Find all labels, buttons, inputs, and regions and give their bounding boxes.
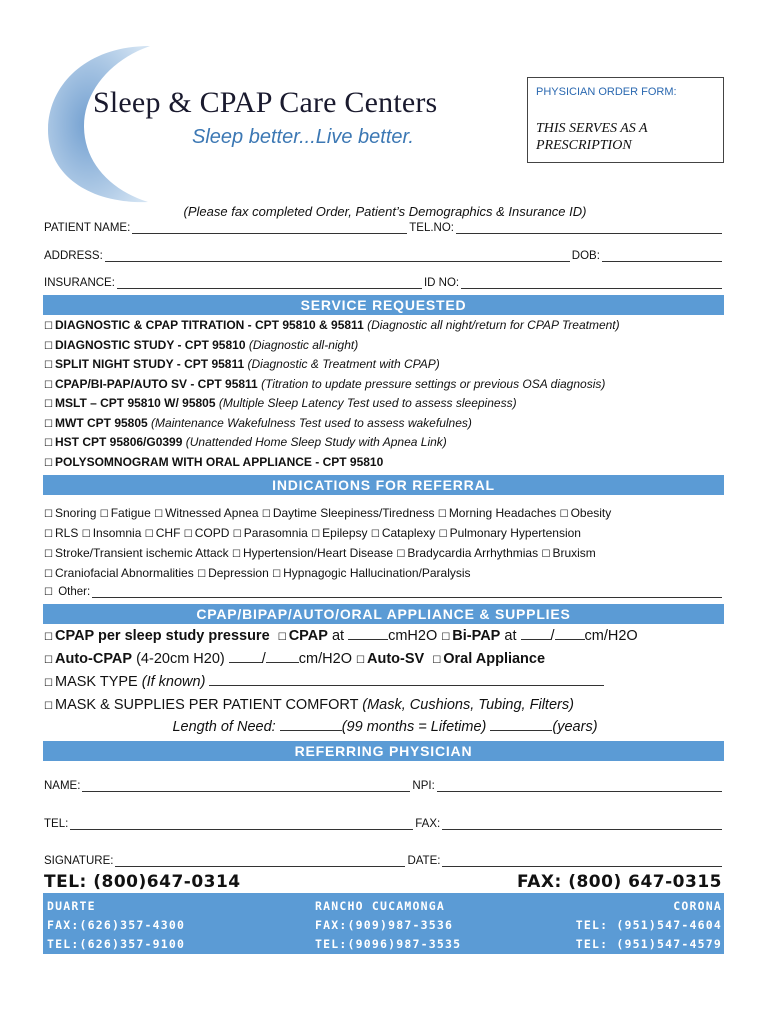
cpap-row: ☐ CPAP per sleep study pressure ☐ CPAP at cmH2O ☐ Bi-PAP at / cm/H2O [44,628,638,644]
checkbox-icon[interactable]: ☐ [272,569,282,580]
checkbox-icon[interactable]: ☐ [183,529,193,540]
indication-item[interactable]: ☐ Daytime Sleepiness/Tiredness [261,506,435,520]
order-form-title: PHYSICIAN ORDER FORM: [536,86,677,98]
checkbox-icon[interactable]: ☐ [44,569,53,580]
checkbox-icon[interactable]: ☐ [44,509,53,520]
checkbox-icon[interactable]: ☐ [396,549,406,560]
main-tel: TEL: (800)647-0314 [44,872,241,892]
checkbox-icon[interactable]: ☐ [559,509,569,520]
checkbox-icon[interactable]: ☐ [44,321,53,332]
indication-item[interactable]: ☐ CHF [144,526,181,540]
indication-item[interactable]: ☐ Stroke/Transient ischemic Attack [44,546,229,560]
checkbox-icon[interactable]: ☐ [144,529,154,540]
indication-item[interactable]: ☐ Fatigue [99,506,151,520]
checkbox-icon[interactable]: ☐ [231,549,241,560]
checkbox-icon[interactable]: ☐ [197,569,207,580]
checkbox-icon[interactable]: ☐ [44,418,53,430]
dob-field[interactable] [602,252,722,262]
physician-tel-label: TEL: [44,818,69,830]
mask-type-row: ☐ MASK TYPE (If known) [44,674,604,690]
signature-row [44,855,724,867]
insurance-label: INSURANCE: [44,277,115,289]
indication-item[interactable]: ☐ Cataplexy [370,526,436,540]
checkbox-icon[interactable]: ☐ [44,360,53,371]
indication-item[interactable]: ☐ Craniofacial Abnormalities [44,566,194,580]
checkbox-icon[interactable]: ☐ [44,340,53,352]
indication-item[interactable]: ☐ COPD [183,526,230,540]
indication-item[interactable]: ☐ Snoring [44,506,97,520]
date-label: DATE: [407,855,441,867]
checkbox-icon[interactable]: ☐ [44,529,53,540]
office-corona: CORONA TEL: (951)547-4604 TEL: (951)547-4579 [575,899,722,951]
checkbox-icon[interactable]: ☐ [277,632,287,643]
main-fax: FAX: (800) 647-0315 [517,872,722,892]
checkbox-icon[interactable]: ☐ [154,509,164,520]
checkbox-icon[interactable]: ☐ [232,529,242,540]
checkbox-icon[interactable]: ☐ [44,438,53,449]
indication-item[interactable]: ☐ Depression [197,566,269,580]
checkbox-icon[interactable]: ☐ [81,529,91,540]
indication-item[interactable]: ☐ Insomnia [81,526,142,540]
patient-name-field[interactable] [132,224,407,234]
physician-tel-row [44,818,724,830]
checkbox-icon[interactable]: ☐ [44,379,53,391]
id-field[interactable] [461,279,722,289]
npi-field[interactable] [437,782,722,792]
patient-tel-field[interactable] [456,224,722,234]
brand-name: Sleep & CPAP Care Centers [93,86,438,119]
prescription-note: THIS SERVES AS A PRESCRIPTION [536,121,648,153]
service-item: ☐ MSLT – CPT 95810 W/ 95805 (Multiple Sleep Latency Test used to assess sleepiness) [44,396,517,410]
offices-footer [43,893,724,954]
service-item: ☐ SPLIT NIGHT STUDY - CPT 95811 (Diagnostic & Treatment with CPAP) [44,357,440,371]
checkbox-icon[interactable]: ☐ [44,587,53,598]
physician-order-box [527,77,724,163]
patient-name-row [44,222,724,234]
office-rancho-cucamonga: RANCHO CUCAMONGA FAX:(909)987-3536 TEL:(9096)987-3535 [315,899,462,951]
other-label: ☐ Other: [44,586,91,598]
indication-item[interactable]: ☐ Obesity [559,506,612,520]
brand-tagline: Sleep better...Live better. [192,126,414,148]
insurance-row [44,277,724,289]
physician-fax-field[interactable] [442,820,722,830]
checkbox-icon[interactable]: ☐ [44,655,53,666]
indication-item[interactable]: ☐ Hypnagogic Hallucination/Paralysis [272,566,471,580]
physician-banner: REFERRING PHYSICIAN [43,741,724,761]
checkbox-icon[interactable]: ☐ [441,632,451,643]
checkbox-icon[interactable]: ☐ [432,655,442,666]
indication-item[interactable]: ☐ Pulmonary Hypertension [438,526,581,540]
checkbox-icon[interactable]: ☐ [541,549,551,560]
service-item: ☐ HST CPT 95806/G0399 (Unattended Home Sleep Study with Apnea Link) [44,435,447,449]
indications-row3 [44,546,596,560]
supplies-banner: CPAP/BIPAP/AUTO/ORAL APPLIANCE & SUPPLIES [43,604,724,624]
indication-item[interactable]: ☐ RLS [44,526,79,540]
mask-supplies-row: ☐ MASK & SUPPLIES PER PATIENT COMFORT (Mask, Cushions, Tubing, Filters) [44,697,574,713]
address-row [44,250,724,262]
indication-item[interactable]: ☐ Hypertension/Heart Disease [231,546,394,560]
indications-row1 [44,506,611,520]
indication-item[interactable]: ☐ Bradycardia Arrhythmias [396,546,539,560]
checkbox-icon[interactable]: ☐ [311,529,321,540]
patient-name-label: PATIENT NAME: [44,222,131,234]
checkbox-icon[interactable]: ☐ [356,655,365,666]
indication-item[interactable]: ☐ Bruxism [541,546,596,560]
auto-cpap-row: ☐ Auto-CPAP (4-20cm H20) / cm/H2O ☐ Auto-SV ☐ Oral Appliance [44,651,546,667]
service-item: ☐ MWT CPT 95805 (Maintenance Wakefulness Test used to assess wakefulnes) [44,415,472,430]
date-field[interactable] [442,857,722,867]
office-duarte: DUARTE FAX:(626)357-4300 TEL:(626)357-9100 [47,899,186,951]
service-item: ☐ DIAGNOSTIC STUDY - CPT 95810 (Diagnostic all-night) [44,337,359,352]
service-requested-banner: SERVICE REQUESTED [43,295,724,315]
checkbox-icon[interactable]: ☐ [44,399,53,410]
checkbox-icon[interactable]: ☐ [370,529,380,540]
signature-field[interactable] [115,857,405,867]
checkbox-icon[interactable]: ☐ [261,509,271,520]
physician-tel-field[interactable] [70,820,413,830]
checkbox-icon[interactable]: ☐ [44,701,53,712]
address-label: ADDRESS: [44,250,103,262]
physician-fax-label: FAX: [415,818,441,830]
fax-instructions: (Please fax completed Order, Patient’s Demographics & Insurance ID) [183,204,587,219]
indications-row4 [44,566,471,580]
checkbox-icon[interactable]: ☐ [44,457,53,469]
length-of-need-row: Length of Need: (99 months = Lifetime) (years) [172,719,598,735]
checkbox-icon[interactable]: ☐ [437,509,447,520]
checkbox-icon[interactable]: ☐ [438,529,448,540]
indication-item[interactable]: ☐ Parasomnia [232,526,308,540]
npi-label: NPI: [412,780,435,792]
insurance-field[interactable] [117,279,422,289]
other-field[interactable] [92,588,722,598]
service-item: ☐ DIAGNOSTIC & CPAP TITRATION - CPT 95810 & 95811 (Diagnostic all night/return for CPAP Treatment) [44,318,620,332]
checkbox-icon[interactable]: ☐ [44,549,53,560]
other-row [44,586,724,598]
physician-name-label: NAME: [44,780,81,792]
signature-label: SIGNATURE: [44,855,114,867]
service-item: ☐ POLYSOMNOGRAM WITH ORAL APPLIANCE - CPT 95810 [44,454,384,469]
id-label: ID NO: [423,277,460,289]
indication-item[interactable]: ☐ Witnessed Apnea [154,506,259,520]
moon-logo-icon [40,38,170,208]
patient-tel-label: TEL.NO: [409,222,454,234]
address-field[interactable] [105,252,570,262]
checkbox-icon[interactable]: ☐ [44,632,53,643]
indications-row2 [44,526,581,540]
indication-item[interactable]: ☐ Morning Headaches [437,506,557,520]
dob-label: DOB: [571,250,600,262]
checkbox-icon[interactable]: ☐ [99,509,109,520]
service-item: ☐ CPAP/BI-PAP/AUTO SV - CPT 95811 (Titration to update pressure settings or previous OSA diagnosis) [44,376,606,391]
checkbox-icon[interactable]: ☐ [44,678,53,689]
indication-item[interactable]: ☐ Epilepsy [311,526,368,540]
physician-name-row [44,780,724,792]
indications-banner: INDICATIONS FOR REFERRAL [43,475,724,495]
physician-name-field[interactable] [82,782,410,792]
